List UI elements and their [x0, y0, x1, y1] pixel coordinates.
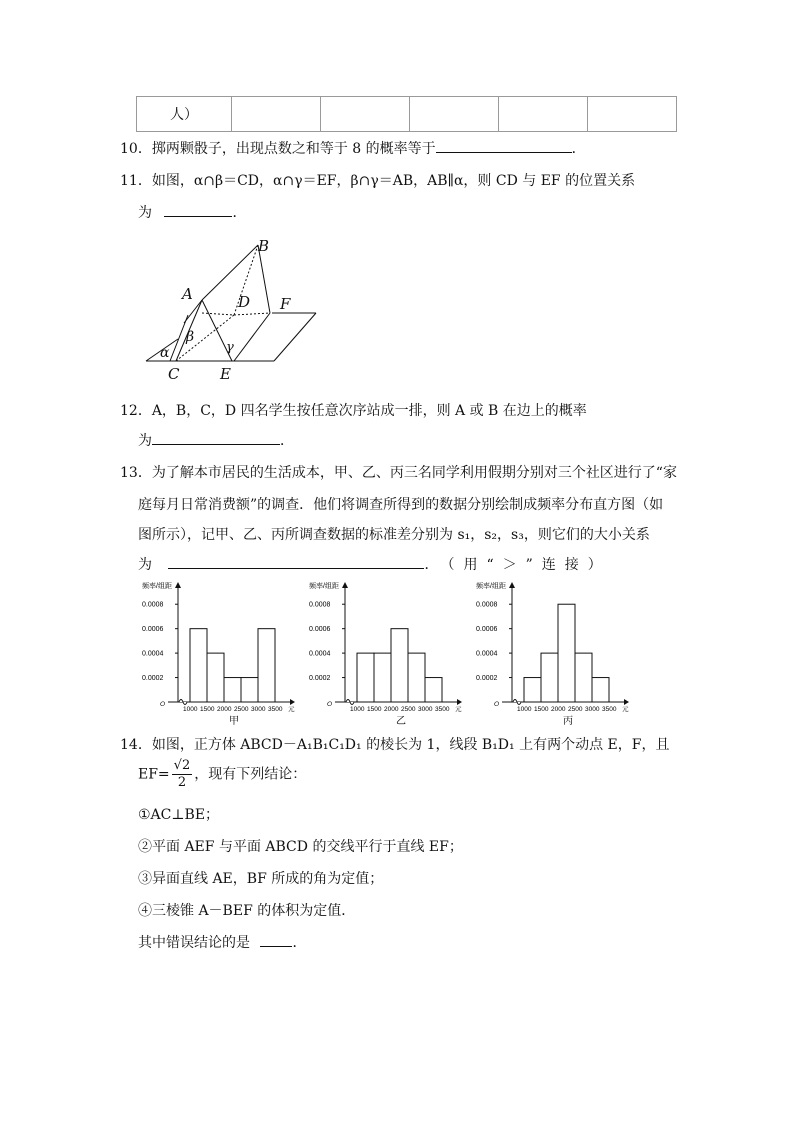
answer-blank — [436, 138, 572, 153]
histogram-chart-bing — [472, 578, 632, 728]
answer-blank — [164, 202, 232, 217]
question-14: 14．如图，正方体 ABCD－A₁B₁C₁D₁ 的棱长为 1，线段 B₁D₁ 上有两个动点 E，F，且 — [120, 737, 670, 753]
histogram-chart-yi — [305, 578, 465, 728]
histogram-chart-jia — [138, 578, 298, 728]
x-axis-label: 元 — [622, 706, 629, 713]
answer-blank — [260, 932, 292, 947]
x-axis-label: 元 — [288, 706, 295, 713]
histogram-bar — [541, 653, 558, 702]
x-axis-arrow — [457, 699, 462, 705]
y-tick-label: 0.0006 — [142, 626, 164, 634]
origin-label: O — [327, 701, 333, 708]
x-axis-arrow — [290, 699, 295, 705]
histogram-bar — [558, 604, 575, 702]
histogram-bar — [224, 678, 241, 702]
x-tick-label: 3000 — [585, 706, 600, 713]
x-tick-label: 2500 — [234, 706, 249, 713]
question-13-line4: 为 ．（用“＞”连接） — [138, 554, 611, 574]
answer-blank — [168, 554, 424, 569]
x-tick-label: 1000 — [517, 706, 532, 713]
label-alpha: α — [160, 345, 170, 361]
x-tick-label: 1500 — [367, 706, 382, 713]
histogram-bar — [241, 678, 258, 702]
table-cell — [321, 97, 410, 132]
x-axis-label: 元 — [455, 706, 462, 713]
chart-title: 乙 — [396, 716, 406, 727]
label-beta: β — [186, 329, 195, 345]
axis-break — [513, 700, 521, 705]
y-axis-label: 频率/组距 — [309, 583, 339, 590]
label-d: D — [238, 293, 251, 311]
y-axis-arrow — [509, 582, 515, 588]
question-13: 13．为了解本市居民的生活成本，甲、乙、丙三名同学利用假期分别对三个社区进行了“家 — [120, 465, 677, 481]
histogram-bar — [207, 653, 224, 702]
label-e: E — [220, 365, 231, 383]
histogram-bar — [190, 629, 207, 702]
question-11-line2: 为 ． — [138, 202, 246, 222]
histogram-bar — [357, 653, 374, 702]
y-tick-label: 0.0006 — [309, 626, 331, 634]
question-13-line2: 庭每月日常消费额”的调查．他们将调查所得到的数据分别绘制成频率分布直方图（如 — [138, 497, 664, 513]
conclusion-2: ②平面 AEF 与平面 ABCD 的交线平行于直线 EF； — [138, 839, 463, 855]
x-tick-label: 1000 — [183, 706, 198, 713]
table-cell — [232, 97, 321, 132]
y-tick-label: 0.0004 — [309, 650, 331, 658]
x-tick-label: 2500 — [401, 706, 416, 713]
x-tick-label: 3000 — [418, 706, 433, 713]
y-axis-arrow — [175, 582, 181, 588]
x-tick-label: 3500 — [602, 706, 617, 713]
question-text: 10．掷两颗骰子，出现点数之和等于 8 的概率等于 — [120, 141, 436, 157]
label-gamma: γ — [226, 340, 234, 355]
answer-blank — [152, 430, 280, 445]
chart-title: 丙 — [563, 716, 573, 727]
x-tick-label: 3500 — [435, 706, 450, 713]
x-tick-label: 1500 — [534, 706, 549, 713]
y-tick-label: 0.0008 — [476, 601, 498, 609]
question-12-line2: 为 ． — [138, 430, 294, 450]
x-tick-label: 2000 — [551, 706, 566, 713]
axis-break — [179, 700, 187, 705]
label-c: C — [168, 365, 180, 383]
question-12: 12．A，B，C，D 四名学生按任意次序站成一排，则 A 或 B 在边上的概率 — [120, 403, 587, 419]
chart-title: 甲 — [229, 716, 239, 727]
histogram-bar — [391, 629, 408, 702]
label-f: F — [280, 295, 291, 313]
y-tick-label: 0.0008 — [142, 601, 164, 609]
y-tick-label: 0.0002 — [142, 675, 164, 683]
histogram-bar — [425, 678, 442, 702]
table-cell — [499, 97, 588, 132]
table-row — [137, 97, 677, 132]
conclusion-1: ①AC⊥BE； — [138, 807, 220, 823]
x-axis-arrow — [624, 699, 629, 705]
x-tick-label: 1500 — [200, 706, 215, 713]
x-tick-label: 2500 — [568, 706, 583, 713]
x-tick-label: 2000 — [384, 706, 399, 713]
histogram-bar — [258, 629, 275, 702]
table-cell — [588, 97, 677, 132]
conclusion-3: ③异面直线 AE，BF 所成的角为定值； — [138, 871, 384, 887]
histogram-bar — [575, 653, 592, 702]
origin-label: O — [494, 701, 500, 708]
histogram-bar — [592, 678, 609, 702]
histogram-bar — [374, 653, 391, 702]
y-tick-label: 0.0002 — [476, 675, 498, 683]
axis-break — [346, 700, 354, 705]
x-tick-label: 1000 — [350, 706, 365, 713]
fraction: $\frac{√2}{2}$ — [173, 758, 191, 790]
label-b: B — [258, 237, 270, 255]
origin-label: O — [160, 701, 166, 708]
x-tick-label: 2000 — [217, 706, 232, 713]
table-cell — [410, 97, 499, 132]
data-table — [136, 96, 677, 132]
x-tick-label: 3000 — [251, 706, 266, 713]
label-a: A — [182, 285, 193, 303]
y-tick-label: 0.0006 — [476, 626, 498, 634]
histogram-bar — [408, 653, 425, 702]
y-axis-label: 频率/组距 — [476, 583, 506, 590]
y-tick-label: 0.0004 — [142, 650, 164, 658]
question-14-ef: EF= $\frac{√2}{2}$ ，现有下列结论： — [138, 758, 307, 790]
table-cell: 人） — [137, 97, 232, 132]
y-axis-label: 频率/组距 — [142, 583, 172, 590]
x-tick-label: 3500 — [268, 706, 283, 713]
conclusion-4: ④三棱锥 A－BEF 的体积为定值． — [138, 903, 356, 919]
y-tick-label: 0.0008 — [309, 601, 331, 609]
planes-figure — [140, 235, 330, 385]
question-11: 11．如图，α∩β＝CD，α∩γ＝EF，β∩γ＝AB，AB∥α，则 CD 与 EF 的位置关系 — [120, 173, 636, 189]
question-10: 10．掷两颗骰子，出现点数之和等于 8 的概率等于 ． — [120, 138, 586, 158]
question-13-line3: 图所示），记甲、乙、丙所调查数据的标准差分别为 s₁，s₂，s₃，则它们的大小关系 — [138, 527, 650, 543]
y-axis-arrow — [342, 582, 348, 588]
y-tick-label: 0.0002 — [309, 675, 331, 683]
question-14-last: 其中错误结论的是 ． — [138, 932, 306, 952]
histogram-bar — [524, 678, 541, 702]
y-tick-label: 0.0004 — [476, 650, 498, 658]
